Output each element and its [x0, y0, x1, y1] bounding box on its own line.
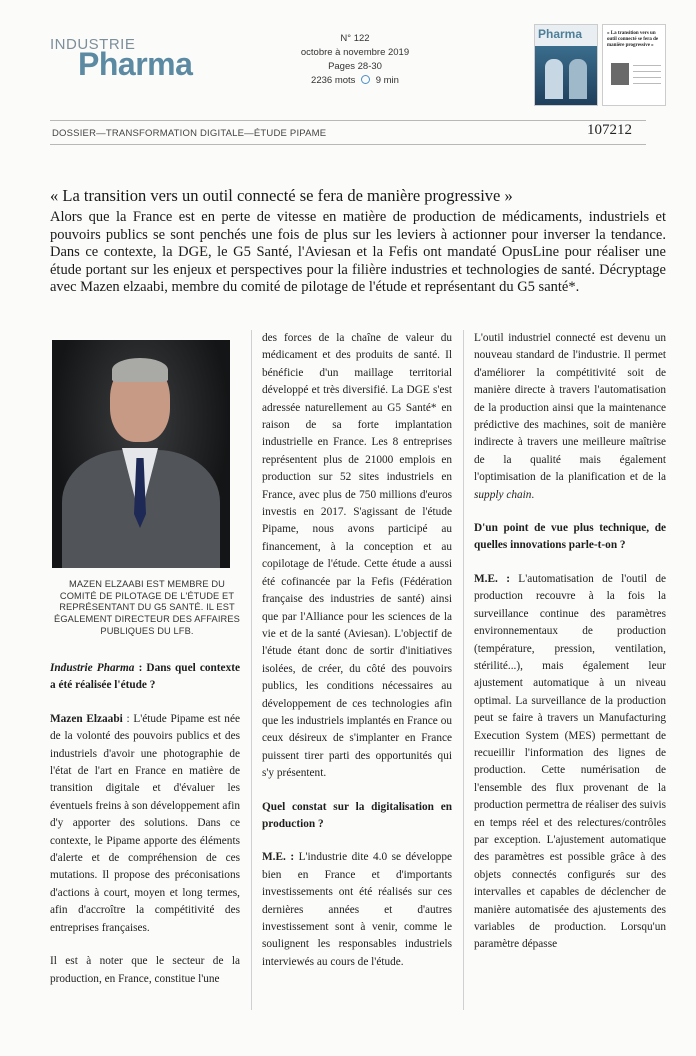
text-column-3: [474, 330, 666, 970]
breadcrumb: DOSSIER—TRANSFORMATION DIGITALE—ÉTUDE PIPAME: [52, 128, 327, 139]
issue-date: octobre à novembre 2019: [300, 47, 410, 58]
logo-main-text: Pharma: [78, 46, 193, 82]
cover-figure: [569, 59, 587, 99]
article-thumbnail[interactable]: [602, 24, 666, 106]
issue-number: N° 122: [340, 33, 370, 44]
clock-icon: [361, 75, 370, 84]
paragraph-text: L'outil industriel connecté est devenu un nouveau standard de l'industrie. Il permet d'améliorer la compétitivité soit de manière directe à travers l'automatisation de la production ainsi que la maintenance prédictive des machines, soit de manière indirecte à travers une meilleure maîtrise de la qualité mais également l'optimisation de la planification et de la: [474, 332, 666, 484]
text-column-2: [262, 330, 452, 987]
cover-thumbnail-title: Pharma: [538, 27, 583, 41]
thumb-text-line: [633, 83, 661, 84]
paragraph: Il est à noter que le secteur de la production, en France, constitue l'une: [50, 955, 240, 985]
reading-info: [290, 74, 420, 88]
thumb-text-line: [633, 77, 661, 78]
answer-text: : L'étude Pipame est née de la volonté des pouvoirs publics et des industriels d'avoir une photographie de l'état de l'art en France en matière de transition digitale et d'évaluer les éventuels freins à son développement afin d'y apporter des solutions. Dans ce contexte, le Pipame apporte des éléments d'alerte et de compréhension de ces mutations. Il propose des préconisations d'actions à court, moyen et long termes, afin d'accroître la compétitivité des entreprises françaises.: [50, 712, 240, 934]
answer-text: L'industrie dite 4.0 se développe bien en France et d'importants investissements ont été réalisés sur ces dernières années et d'autres investissement sont à venir, comme le soulignent les responsables industriels interviewés au cours de l'étude.: [262, 851, 452, 968]
question-source: Industrie Pharma: [50, 662, 135, 674]
document-number: 107212: [587, 122, 632, 138]
divider-top: [50, 120, 646, 121]
issue-meta: [290, 32, 420, 88]
paragraph-italic: supply chain: [474, 488, 532, 501]
column-divider: [463, 330, 464, 1010]
question-1: [50, 660, 240, 695]
thumb-text-line: [633, 65, 661, 66]
answer-1: [50, 711, 240, 937]
cover-figure: [545, 59, 563, 99]
paragraph: [474, 330, 666, 504]
logo: [50, 36, 220, 84]
text-column-1: [50, 660, 240, 1004]
question-text: : Dans quel contexte a été réalisée l'étude ?: [50, 662, 240, 692]
photo-caption: MAZEN ELZAABI EST MEMBRE DU COMITÉ DE PILOTAGE DE L'ÉTUDE ET REPRÉSENTANT DU G5 SANTÉ. IL EST ÉGALEMENT DIRECTEUR DES AFFAIRES PUBLIQUES DU LFB.: [54, 579, 240, 636]
divider-bottom: [50, 144, 646, 145]
portrait-hair: [112, 358, 168, 382]
word-count: 2236 mots: [311, 75, 356, 86]
answer-speaker: Mazen Elzaabi: [50, 712, 123, 725]
answer-3: [474, 571, 666, 954]
answer-text: L'automatisation de l'outil de production recouvre à la fois la surveillance continue des paramètres environnementaux de production (température, pression, ventilation, stérilité...), mais également leur ajustement automatique à un niveau optimal. La surveillance de la production peut se faire à travers un Manufacturing Execution System (MES) permettant de recueillir l'information des lignes de production. Cette numérisation de l'ensemble des flux provenant de la production permettra de réaliser des suivis en temps réel et des relectures/contrôles par exception. L'ajustement automatique des paramètres est possible grâce à des objets connectés configurés sur des intervalles et capables de déclencher de manière automatisée des ajustements des variables de production. Lorsqu'un paramètre dépasse: [474, 572, 666, 951]
article-thumbnail-photo: [611, 63, 629, 85]
thumb-text-line: [633, 71, 661, 72]
logo-top-text: INDUSTRIE: [50, 36, 136, 53]
answer-speaker: M.E. :: [262, 851, 295, 864]
question-2: Quel constat sur la digitalisation en production ?: [262, 800, 452, 830]
article-lead: Alors que la France est en perte de vitesse en matière de production de médicaments, industriels et pouvoirs publics se sont penchés une fois de plus sur les leviers à actionner pour inverser la tendance. Dans ce contexte, la DGE, le G5 Santé, l'Aviesan et la Fefis ont mandaté OpusLine pour réaliser une étude portant sur les enjeux et perspectives pour la filière industries et technologies de santé. Décryptage avec Mazen elzaabi, membre du comité de pilotage de l'étude et représentant du G5 santé*.: [50, 209, 666, 295]
article-thumbnail-title: « La transition vers un outil connecté se fera de manière progressive »: [607, 31, 659, 48]
reading-time: 9 min: [375, 75, 399, 86]
paragraph-end: .: [531, 488, 535, 501]
portrait-photo: [52, 340, 230, 568]
paragraph: des forces de la chaîne de valeur du médicament et des produits de santé. Il bénéficie d'un maillage territorial développé et très diversifié. La DGE s'est adressée naturellement au G5 Santé* en raison de sa forte implantation industrielle en France. Les 8 entreprises représentent plus de 21000 emplois en production sur 52 sites industriels en France, avec plus de 750 millions d'euros investis en 2017. S'agissant de l'étude Pipame, nous avons participé au financement, à la conception et au copilotage de l'étude. Cette étude a aussi été cofinancée par la Fefis (Fédération française des industries de santé) ainsi que par l'Alliance pour les sciences de la vie et de la santé (Aviesan). L'objectif de l'étude étant donc de sortir d'initiatives isolées, de créer, du côté des pouvoirs publics, les conditions nécessaires au développement de ces technologies afin que les industriels implantés en France ou ceux désireux de s'implanter en France puissent tirer parti des opportunités qui s'y présentent.: [262, 332, 452, 780]
question-3: D'un point de vue plus technique, de quelles innovations parle-t-on ?: [474, 522, 666, 552]
page-range: Pages 28-30: [328, 61, 382, 72]
answer-2: [262, 849, 452, 971]
column-divider: [251, 330, 252, 1010]
answer-speaker: M.E. :: [474, 572, 510, 585]
cover-thumbnail[interactable]: [534, 24, 598, 106]
article-title: « La transition vers un outil connecté se fera de manière progressive »: [50, 186, 513, 205]
